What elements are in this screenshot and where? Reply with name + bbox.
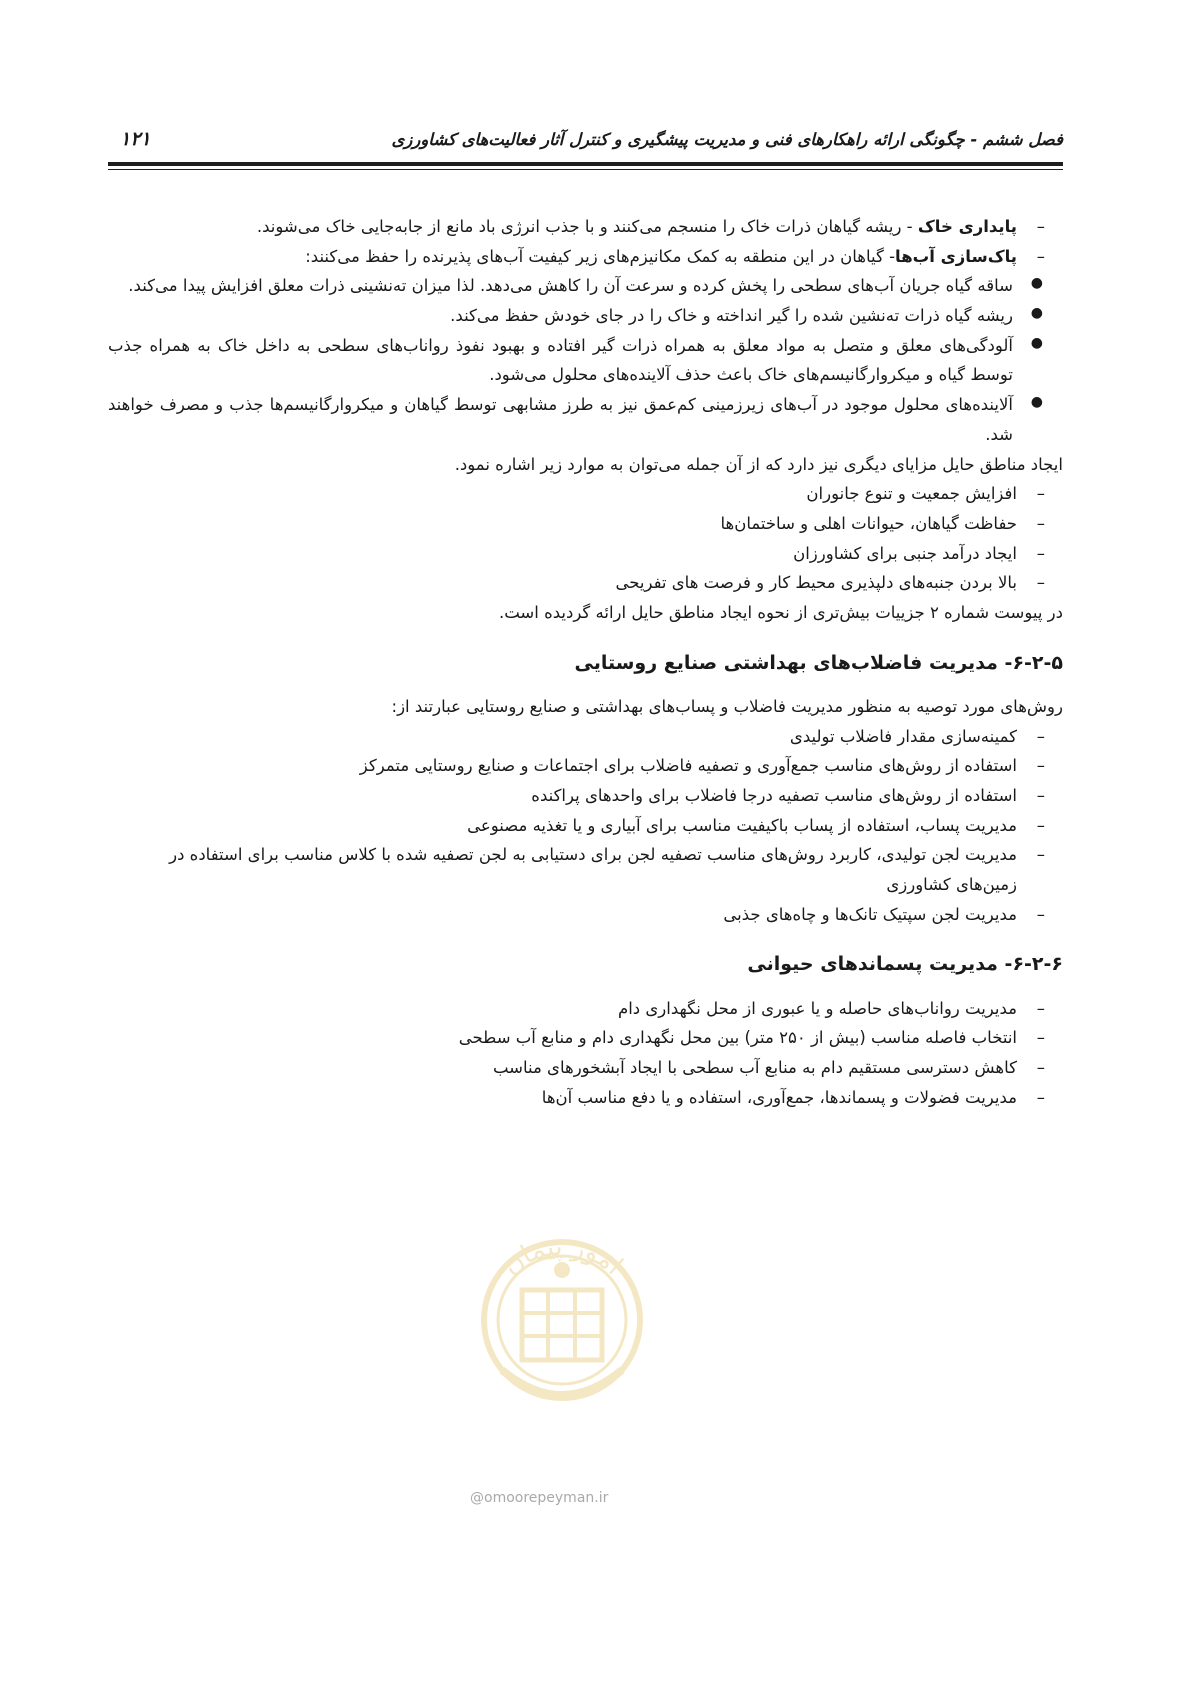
benefits-intro: ایجاد مناطق حایل مزایای دیگری نیز دارد که از آن جمله می‌توان به موارد زیر اشاره نمود. bbox=[454, 454, 1063, 474]
intro-item bbox=[108, 242, 1063, 272]
bullet-marker: ● bbox=[1030, 334, 1043, 351]
dash-marker: – bbox=[1036, 726, 1045, 746]
bullet-marker: ● bbox=[1030, 305, 1043, 322]
section-6-item bbox=[108, 994, 1063, 1024]
dash-marker: – bbox=[1036, 756, 1045, 776]
page-number: ۱۲۱ bbox=[120, 128, 151, 150]
section-6-item-text: کاهش دسترسی مستقیم دام به منابع آب سطحی با ایجاد آبشخورهای مناسب bbox=[492, 1057, 1017, 1077]
bullet-item bbox=[108, 301, 1063, 331]
bullet-text: آلاینده‌های محلول موجود در آب‌های زیرزمینی کم‌عمق نیز به طرز مشابهی توسط گیاهان و میکروارگانیسم‌ها جذب و مصرف خواهند شد. bbox=[108, 395, 1013, 444]
dash-marker: – bbox=[1036, 845, 1045, 865]
benefit-text: بالا بردن جنبه‌های دلپذیری محیط کار و فرصت های تفریحی bbox=[615, 573, 1017, 593]
bullet-text: آلودگی‌های معلق و متصل به مواد معلق به همراه ذرات گیر افتاده و بهبود نفوذ رواناب‌های سطحی به داخل خاک به همراه جذب توسط گیاه و میکروارگانیسم‌های خاک باعث حذف آلاینده‌های محلول می‌شود. bbox=[108, 335, 1013, 385]
bullet-marker: ● bbox=[1030, 275, 1043, 292]
intro-item-keyword: پایداری خاک bbox=[917, 217, 1017, 236]
bullet-item bbox=[108, 390, 1063, 449]
dash-marker: – bbox=[1036, 904, 1045, 924]
dash-marker: – bbox=[1036, 998, 1045, 1018]
chapter-title: فصل ششم - چگونگی ارائه راهکارهای فنی و مدیریت پیشگیری و کنترل آثار فعالیت‌های کشاورزی bbox=[391, 130, 1063, 149]
section-5-heading: ۶-۲-۵- مدیریت فاضلاب‌های بهداشتی صنایع روستایی bbox=[574, 651, 1063, 674]
bullet-text: ریشه گیاه ذرات ته‌نشین شده را گیر انداخته و خاک را در جای خودش حفظ می‌کند. bbox=[450, 306, 1013, 326]
watermark-site: @omoorepeyman.ir bbox=[470, 1490, 609, 1506]
section-5-item bbox=[108, 722, 1063, 752]
section-6-item-text: مدیریت رواناب‌های حاصله و یا عبوری از محل نگهداری دام bbox=[618, 998, 1017, 1018]
section-5-item bbox=[108, 811, 1063, 841]
dash-marker: – bbox=[1036, 1057, 1045, 1077]
page-header bbox=[108, 126, 1063, 160]
watermark-logo-icon bbox=[462, 1220, 662, 1460]
section-6-item-text: انتخاب فاصله مناسب (بیش از ۲۵۰ متر) بین محل نگهداری دام و منابع آب سطحی bbox=[458, 1028, 1017, 1048]
bullet-text: ساقه گیاه جریان آب‌های سطحی را پخش کرده و سرعت آن را کاهش می‌دهد. لذا میزان ته‌نشینی ذرات معلق افزایش پیدا می‌کند. bbox=[128, 276, 1013, 296]
dash-marker: – bbox=[1036, 1087, 1045, 1107]
bullet-marker: ● bbox=[1030, 394, 1043, 411]
dash-marker: – bbox=[1036, 217, 1045, 236]
dash-marker: – bbox=[1036, 815, 1045, 835]
benefit-item bbox=[108, 509, 1063, 539]
dash-marker: – bbox=[1036, 484, 1045, 504]
benefit-item bbox=[108, 568, 1063, 598]
benefit-text: افزایش جمعیت و تنوع جانوران bbox=[806, 484, 1017, 504]
svg-text:امور پیمان bbox=[497, 1232, 628, 1281]
section-5-intro: روش‌های مورد توصیه به منظور مدیریت فاضلاب و پساب‌های بهداشتی و صنایع روستایی عبارتند از: bbox=[391, 696, 1063, 716]
section-6-item bbox=[108, 1023, 1063, 1053]
section-5-item bbox=[108, 840, 1063, 899]
intro-item-text: - ریشه گیاهان ذرات خاک را منسجم می‌کنند و با جذب انرژی باد مانع از جابه‌جایی خاک می‌شوند. bbox=[256, 217, 918, 236]
bullet-item bbox=[108, 331, 1063, 390]
dash-marker: – bbox=[1036, 513, 1045, 533]
section-5-item bbox=[108, 900, 1063, 930]
watermark-logo-text: امور پیمان bbox=[496, 1231, 629, 1281]
section-5-item-text: استفاده از روش‌های مناسب تصفیه درجا فاضلاب برای واحدهای پراکنده bbox=[531, 785, 1017, 805]
dash-marker: – bbox=[1036, 246, 1045, 266]
section-6-item-text: مدیریت فضولات و پسماندها، جمع‌آوری، استفاده و یا دفع مناسب آن‌ها bbox=[541, 1087, 1017, 1107]
page-body bbox=[108, 212, 1063, 1112]
dash-marker: – bbox=[1036, 1028, 1045, 1048]
section-5-item-text: استفاده از روش‌های مناسب جمع‌آوری و تصفیه فاضلاب برای اجتماعات و صنایع روستایی متمرکز bbox=[359, 756, 1017, 776]
intro-item bbox=[108, 212, 1063, 242]
section-6-item bbox=[108, 1053, 1063, 1083]
section-5-item bbox=[108, 751, 1063, 781]
section-5-item-text: مدیریت پساب، استفاده از پساب باکیفیت مناسب برای آبیاری و یا تغذیه مصنوعی bbox=[467, 815, 1017, 835]
benefit-text: حفاظت گیاهان، حیوانات اهلی و ساختمان‌ها bbox=[720, 513, 1017, 533]
header-rule-thin bbox=[108, 169, 1063, 170]
section-5-item-text: کمینه‌سازی مقدار فاضلاب تولیدی bbox=[789, 726, 1017, 746]
section-5-item-text: مدیریت لجن تولیدی، کاربرد روش‌های مناسب تصفیه لجن برای دستیابی به لجن تصفیه شده با کلاس مناسب برای استفاده در زمین‌های کشاورزی bbox=[169, 845, 1017, 894]
benefit-item bbox=[108, 479, 1063, 509]
dash-marker: – bbox=[1036, 785, 1045, 805]
intro-item-keyword: پاک‌سازی آب‌ها bbox=[895, 246, 1017, 266]
dash-marker: – bbox=[1036, 573, 1045, 593]
section-6-heading: ۶-۲-۶- مدیریت پسماندهای حیوانی bbox=[747, 953, 1063, 976]
intro-item-text: - گیاهان در این منطقه به کمک مکانیزم‌های زیر کیفیت آب‌های پذیرنده را حفظ می‌کنند: bbox=[305, 246, 896, 266]
benefit-item bbox=[108, 539, 1063, 569]
dash-marker: – bbox=[1036, 543, 1045, 563]
section-5-item bbox=[108, 781, 1063, 811]
header-rule-thick bbox=[108, 162, 1063, 166]
appendix-note: در پیوست شماره ۲ جزییات بیش‌تری از نحوه ایجاد مناطق حایل ارائه گردیده است. bbox=[498, 602, 1063, 622]
benefit-text: ایجاد درآمد جنبی برای کشاورزان bbox=[793, 543, 1017, 563]
bullet-item bbox=[108, 271, 1063, 301]
section-5-item-text: مدیریت لجن سپتیک تانک‌ها و چاه‌های جذبی bbox=[723, 904, 1017, 924]
section-6-item bbox=[108, 1083, 1063, 1113]
